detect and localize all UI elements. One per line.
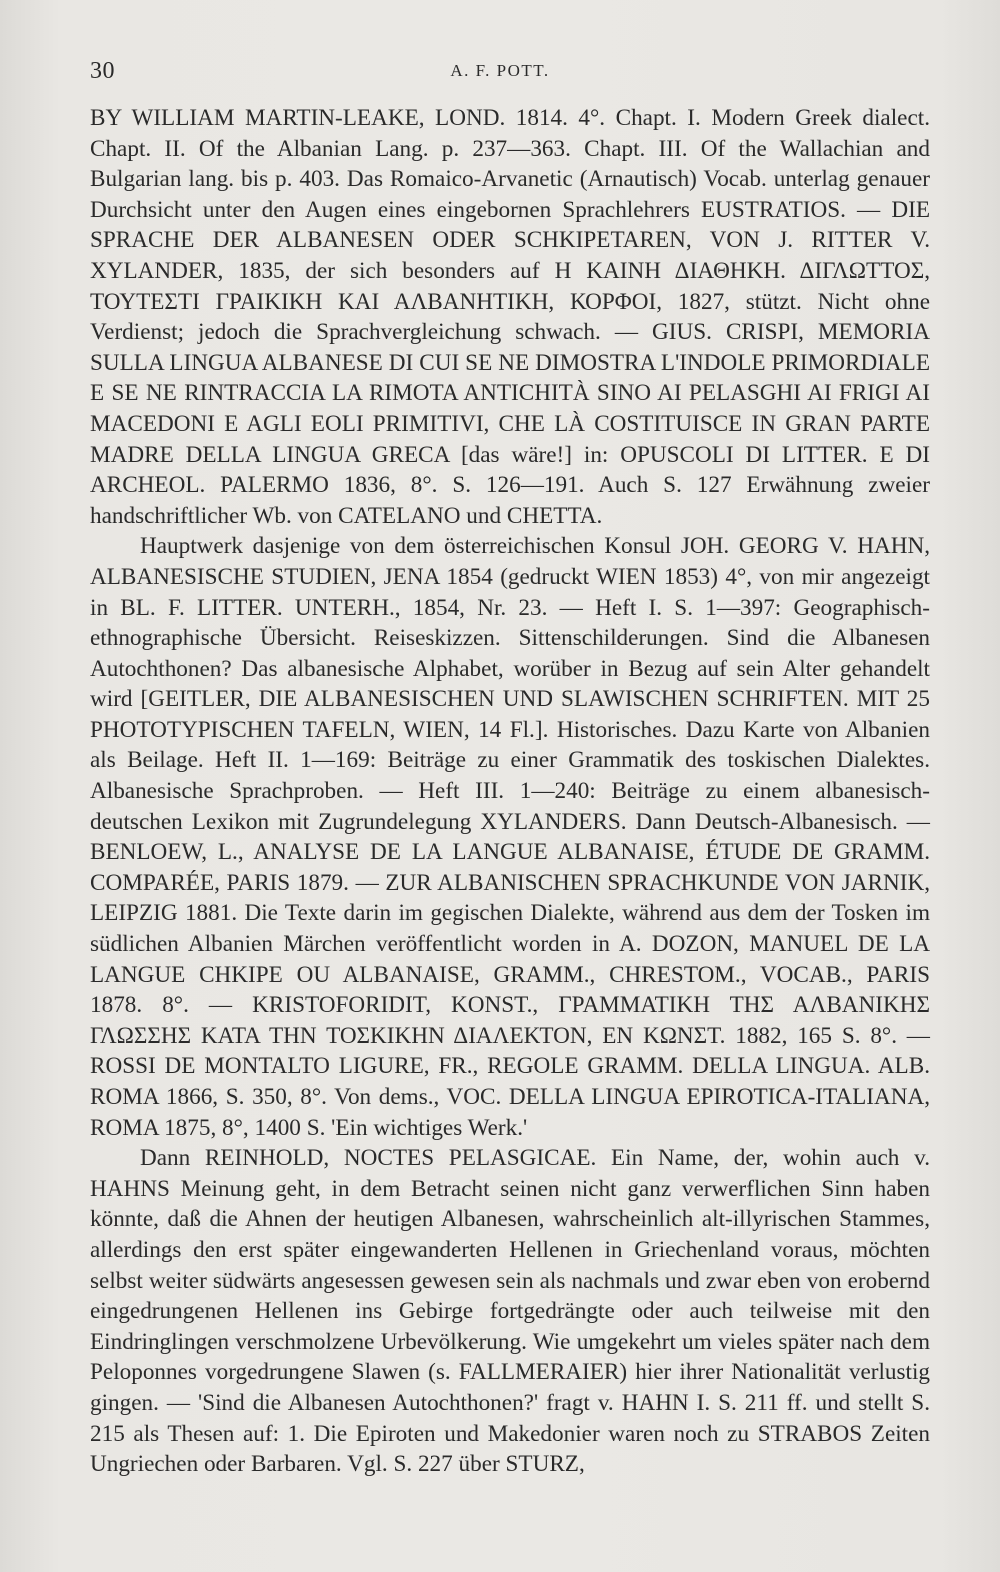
body-text <box>90 103 930 1480</box>
running-head: A. F. POTT. <box>450 61 550 80</box>
paragraph-reinhold: Dann REINHOLD, NOCTES PELASGICAE. Ein Name, der, wohin auch v. HAHNS Meinung geht, in dem Betracht seinen nicht ganz verwerflichen Sinn haben könnte, daß die Ahnen der heutigen Albanesen, wahrscheinlich alt-illyrischen Stammes, allerdings den erst später eingewanderten Hellenen in Griechenland voraus, möchten selbst weiter südwärts angesessen gewesen sein als nachmals und zwar eben von erobernd eingedrungenen Hellenen ins Gebirge fortgedrängte oder auch teilweise mit den Eindringlingen verschmolzene Urbevölkerung. Wie umgekehrt um vieles später nach dem Peloponnes vorgedrungene Slawen (s. FALLMERAIER) hier ihrer Nationalität verlustig gingen. — 'Sind die Albanesen Autochthonen?' fragt v. HAHN I. S. 211 ff. und stellt S. 215 als Thesen auf: 1. Die Epiroten und Makedonier waren noch zu STRABOS Zeiten Ungriechen oder Barbaren. Vgl. S. 227 über STURZ, <box>90 1145 930 1478</box>
page-number: 30 <box>90 58 115 84</box>
page-header <box>0 58 1000 88</box>
paragraph-bibliography-leake: BY WILLIAM MARTIN-LEAKE, LOND. 1814. 4°. Chapt. I. Modern Greek dialect. Chapt. II. Of the Albanian Lang. p. 237—363. Chapt. III. Of the Wallachian and Bulgarian lang. bis p. 403. Das Romaico-Arvanetic (Arnautisch) Vocab. unterlag genauer Durchsicht unter den Augen eines eingebornen Sprachlehrers EUSTRATIOS. — DIE SPRACHE DER ALBANESEN ODER SCHKIPETAREN, VON J. RITTER V. XYLANDER, 1835, der sich besonders auf Η ΚΑΙΝΗ ΔΙΑΘΗΚΗ. ΔΙΓΛΩΤΤΟΣ, ΤΟΥΤΕΣΤΙ ΓΡΑΙΚΙΚΗ ΚΑΙ ΑΛΒΑΝΗΤΙΚΗ, ΚΟΡΦΟΙ, 1827, stützt. Nicht ohne Verdienst; jedoch die Sprachvergleichung schwach. — GIUS. CRISPI, MEMORIA SULLA LINGUA ALBANESE DI CUI SE NE DIMOSTRA L'INDOLE PRIMORDIALE E SE NE RINTRACCIA LA RIMOTA ANTICHITÀ SINO AI PELASGHI AI FRIGI AI MACEDONI E AGLI EOLI PRIMITIVI, CHE LÀ COSTITUISCE IN GRAN PARTE MADRE DELLA LINGUA GRECA [das wäre!] in: OPUSCOLI DI LITTER. E DI ARCHEOL. PALERMO 1836, 8°. S. 126—191. Auch S. 127 Erwähnung zweier handschriftlicher Wb. von CATELANO und CHETTA. <box>90 105 930 529</box>
paragraph-hahn-hauptwerk: Hauptwerk dasjenige von dem österreichischen Konsul JOH. GEORG V. HAHN, ALBANESISCHE STUDIEN, JENA 1854 (gedruckt WIEN 1853) 4°, von mir angezeigt in BL. F. LITTER. UNTERH., 1854, Nr. 23. — Heft I. S. 1—397: Geographisch-ethnographische Übersicht. Reiseskizzen. Sittenschilderungen. Sind die Albanesen Autochthonen? Das albanesische Alphabet, worüber in Bezug auf sein Alter gehandelt wird [GEITLER, DIE ALBANESISCHEN UND SLAWISCHEN SCHRIFTEN. MIT 25 PHOTOTYPISCHEN TAFELN, WIEN, 14 Fl.]. Historisches. Dazu Karte von Albanien als Beilage. Heft II. 1—169: Beiträge zu einer Grammatik des toskischen Dialektes. Albanesische Sprachproben. — Heft III. 1—240: Beiträge zu einem albanesisch-deutschen Lexikon mit Zugrundelegung XYLANDERS. Dann Deutsch-Albanesisch. — BENLOEW, L., ANALYSE DE LA LANGUE ALBANAISE, ÉTUDE DE GRAMM. COMPARÉE, PARIS 1879. — ZUR ALBANISCHEN SPRACHKUNDE VON JARNIK, LEIPZIG 1881. Die Texte darin im gegischen Dialekte, während aus dem der Tosken im südlichen Albanien Märchen veröffentlicht worden in A. DOZON, MANUEL DE LA LANGUE CHKIPE OU ALBANAISE, GRAMM., CHRESTOM., VOCAB., PARIS 1878. 8°. — KRISTOFORIDIT, KONST., ΓΡΑΜΜΑΤΙΚΗ ΤΗΣ ΑΛΒΑΝΙΚΗΣ ΓΛΩΣΣΗΣ ΚΑΤΑ ΤΗΝ ΤΟΣΚΙΚΗΝ ΔΙΑΛΕΚΤΟΝ, ΕΝ ΚΩΝΣΤ. 1882, 165 S. 8°. — ROSSI DE MONTALTO LIGURE, FR., REGOLE GRAMM. DELLA LINGUA. ALB. ROMA 1866, S. 350, 8°. Von dems., VOC. DELLA LINGUA EPIROTICA-ITALIANA, ROMA 1875, 8°, 1400 S. 'Ein wichtiges Werk.' <box>90 533 930 1141</box>
